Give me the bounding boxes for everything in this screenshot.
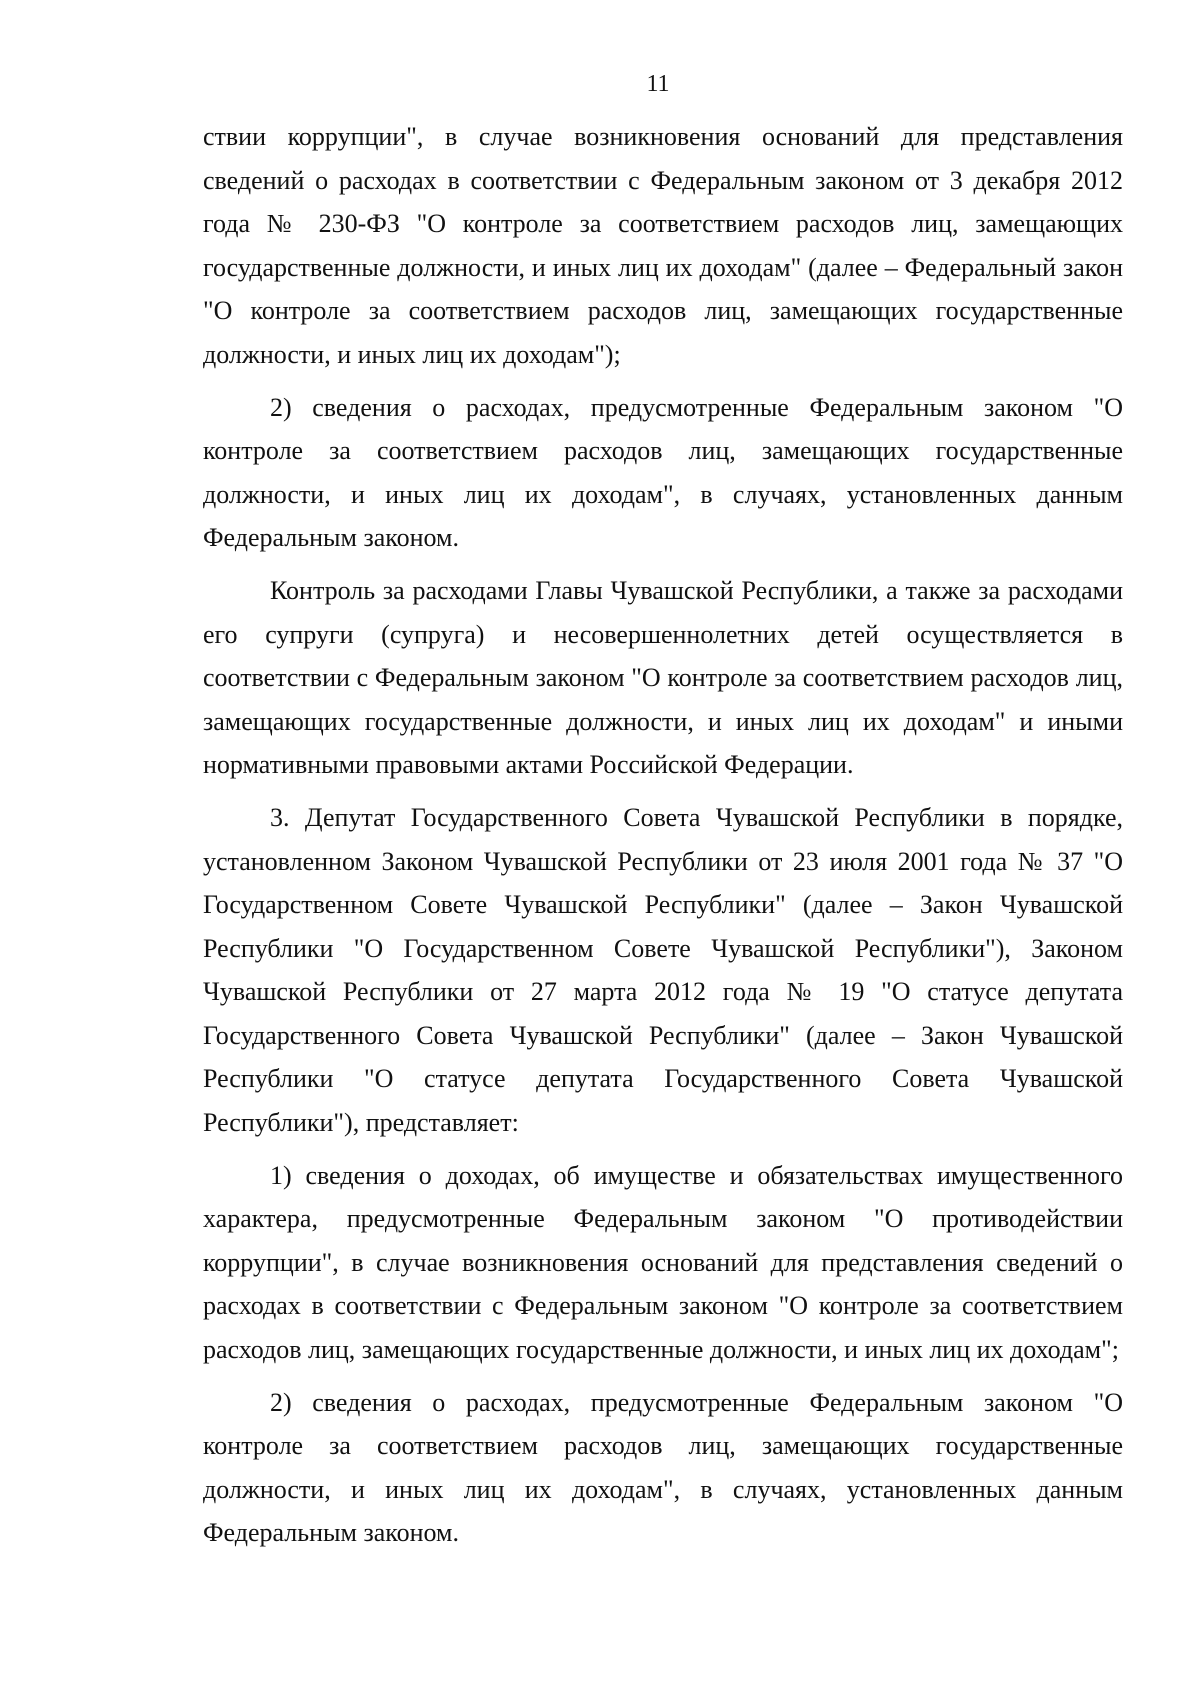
page-number: 11 [646, 71, 670, 97]
paragraph-continuation: ствии коррупции", в случае возникновения оснований для представления сведений о расходах в соответствии с Федеральным законом от 3 декабря 2012 года № 230-ФЗ "О контроле за соответствием расходов лиц, замещающих государственные должности, и иных лиц их доходам" (далее – Федеральный закон "О контроле за соответствием расходов лиц, замещающих государственные должности, и иных лиц их доходам"); [203, 122, 1123, 369]
document-body [203, 115, 1123, 1555]
paragraph-head-expense-control: Контроль за расходами Главы Чувашской Республики, а также за расходами его супруги (супруга) и несовершеннолетних детей осуществляется в соответствии с Федеральным законом "О контроле за соответствием расходов лиц, замещающих государственные должности, и иных лиц их доходам" и иными нормативными правовыми актами Российской Федерации. [203, 575, 1123, 780]
paragraph-item-2-expenses: 2) сведения о расходах, предусмотренные Федеральным законом "О контроле за соответствием расходов лиц, замещающих государственные должности, и иных лиц их доходам", в случаях, установленных данным Федеральным законом. [203, 392, 1123, 553]
paragraph-item-2-expenses-deputy: 2) сведения о расходах, предусмотренные Федеральным законом "О контроле за соответствием расходов лиц, замещающих государственные должности, и иных лиц их доходам", в случаях, установленных данным Федеральным законом. [203, 1387, 1123, 1548]
paragraph-section-3-deputy: 3. Депутат Государственного Совета Чувашской Республики в порядке, установленном Законом Чувашской Республики от 23 июля 2001 года № 37 "О Государственном Совете Чувашской Республики" (далее – Закон Чувашской Республики "О Государственном Совете Чувашской Республики"), Законом Чувашской Республики от 27 марта 2012 года № 19 "О статусе депутата Государственного Совета Чувашской Республики" (далее – Закон Чувашской Республики "О статусе депутата Государственного Совета Чувашской Республики"), представляет: [203, 802, 1123, 1138]
paragraph-item-1-income: 1) сведения о доходах, об имуществе и обязательствах имущественного характера, предусмотренные Федеральным законом "О противодействии коррупции", в случае возникновения оснований для представления сведений о расходах в соответствии с Федеральным законом "О контроле за соответствием расходов лиц, замещающих государственные должности, и иных лиц их доходам"; [203, 1160, 1123, 1365]
